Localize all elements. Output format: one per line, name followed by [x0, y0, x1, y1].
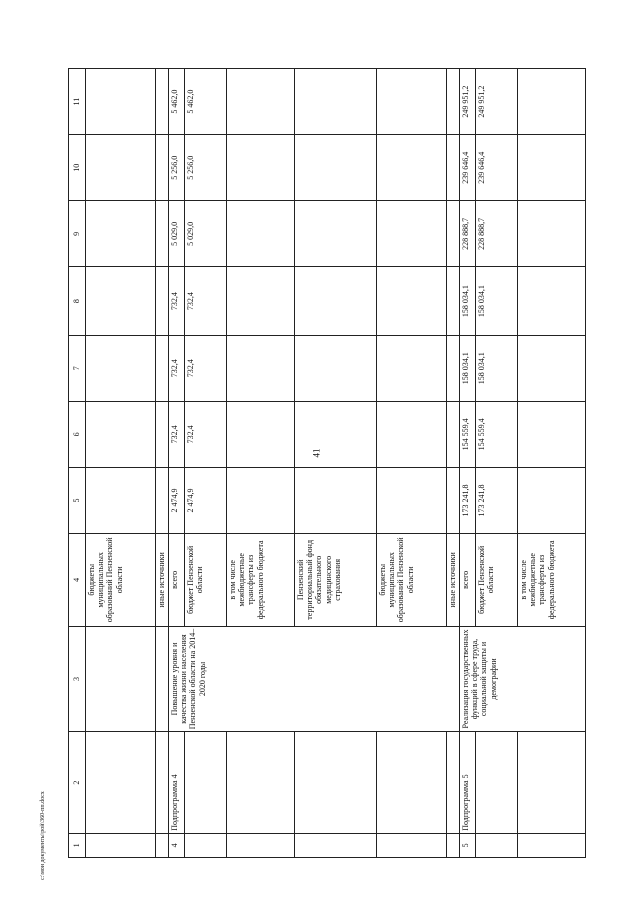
value-cell: 5 029,0 [185, 201, 227, 267]
value-cell [518, 201, 586, 267]
value-cell [156, 267, 169, 335]
row-number-cell [227, 833, 295, 857]
source-cell: Пензенский территориальный фонд обязательного медицинского страхования [295, 534, 377, 627]
source-cell: всего [460, 534, 476, 627]
value-cell [295, 135, 377, 201]
row-number-cell [185, 833, 227, 857]
program-cell [518, 732, 586, 833]
column-header: 8 [69, 267, 86, 335]
value-cell: 732,4 [185, 267, 227, 335]
value-cell: 173 241,8 [476, 467, 518, 533]
value-cell [518, 267, 586, 335]
value-cell: 249 951,2 [460, 69, 476, 135]
value-cell [227, 267, 295, 335]
value-cell [295, 401, 377, 467]
value-cell [295, 69, 377, 135]
value-cell [377, 267, 447, 335]
value-cell: 154 559,4 [476, 401, 518, 467]
table-row [169, 69, 185, 858]
value-cell [227, 69, 295, 135]
table-row [377, 69, 447, 858]
value-cell: 249 951,2 [476, 69, 518, 135]
value-cell [377, 201, 447, 267]
value-cell [295, 267, 377, 335]
budget-table [68, 68, 586, 858]
column-header: 11 [69, 69, 86, 135]
value-cell [518, 467, 586, 533]
program-cell [185, 732, 227, 833]
value-cell [156, 69, 169, 135]
row-number-cell: 4 [169, 833, 185, 857]
value-cell: 732,4 [185, 335, 227, 401]
value-cell: 5 462,0 [185, 69, 227, 135]
program-cell: Подпрограмма 5 [460, 732, 476, 833]
program-cell [156, 732, 169, 833]
source-cell: бюджет Пензенской области [185, 534, 227, 627]
source-cell: бюджеты муниципальных образований Пензенской области [377, 534, 447, 627]
value-cell [447, 401, 460, 467]
value-cell [227, 201, 295, 267]
rotated-table-container [68, 68, 556, 858]
value-cell: 228 888,7 [476, 201, 518, 267]
value-cell: 2 474,9 [169, 467, 185, 533]
value-cell [86, 201, 156, 267]
value-cell: 158 034,1 [476, 267, 518, 335]
program-cell [227, 732, 295, 833]
value-cell [86, 267, 156, 335]
program-cell [447, 732, 460, 833]
value-cell [518, 69, 586, 135]
table-row [86, 69, 156, 858]
value-cell [447, 467, 460, 533]
value-cell [156, 401, 169, 467]
table-row [476, 69, 518, 858]
value-cell: 173 241,8 [460, 467, 476, 533]
value-cell [377, 401, 447, 467]
table-row [460, 69, 476, 858]
program-cell: Подпрограмма 4 [169, 732, 185, 833]
value-cell [377, 69, 447, 135]
value-cell [377, 335, 447, 401]
value-cell [295, 335, 377, 401]
value-cell [447, 267, 460, 335]
column-header: 6 [69, 401, 86, 467]
value-cell: 732,4 [169, 401, 185, 467]
value-cell [156, 467, 169, 533]
table-row [518, 69, 586, 858]
value-cell [447, 135, 460, 201]
row-number-cell [156, 833, 169, 857]
column-header: 10 [69, 135, 86, 201]
value-cell: 5 462,0 [169, 69, 185, 135]
value-cell: 5 029,0 [169, 201, 185, 267]
value-cell: 239 646,4 [460, 135, 476, 201]
value-cell [295, 201, 377, 267]
value-cell [86, 335, 156, 401]
column-header: 4 [69, 534, 86, 627]
table-row [156, 69, 169, 858]
table-row [227, 69, 295, 858]
value-cell: 228 888,7 [460, 201, 476, 267]
value-cell [227, 335, 295, 401]
page-number: 41 [311, 448, 322, 458]
value-cell [377, 467, 447, 533]
title-cell [156, 626, 169, 732]
source-cell: в том числе межбюджетные трансферты из федерального бюджета [227, 534, 295, 627]
value-cell [86, 401, 156, 467]
value-cell [156, 201, 169, 267]
value-cell: 154 559,4 [460, 401, 476, 467]
program-cell [295, 732, 377, 833]
row-number-cell [377, 833, 447, 857]
row-number-cell [295, 833, 377, 857]
column-header: 3 [69, 626, 86, 732]
footer-file-path: c:\мои документы\рой\360-пп.docx [40, 791, 46, 880]
value-cell [518, 401, 586, 467]
column-header: 7 [69, 335, 86, 401]
value-cell [447, 335, 460, 401]
column-header: 5 [69, 467, 86, 533]
row-number-cell [86, 833, 156, 857]
value-cell: 732,4 [185, 401, 227, 467]
column-header: 2 [69, 732, 86, 833]
source-cell: бюджеты муниципальных образований Пензенской области [86, 534, 156, 627]
value-cell [227, 467, 295, 533]
source-cell: иные источники [156, 534, 169, 627]
row-number-cell [518, 833, 586, 857]
source-cell: бюджет Пензенской области [476, 534, 518, 627]
column-header: 1 [69, 833, 86, 857]
value-cell: 158 034,1 [476, 335, 518, 401]
value-cell [377, 135, 447, 201]
value-cell [518, 135, 586, 201]
value-cell: 2 474,9 [185, 467, 227, 533]
table-row [185, 69, 227, 858]
program-cell [86, 732, 156, 833]
title-cell: Повышение уровня и качества жизни населения Пензенской области на 2014–2020 годы [169, 626, 460, 732]
value-cell: 239 646,4 [476, 135, 518, 201]
value-cell [86, 467, 156, 533]
row-number-cell [476, 833, 518, 857]
value-cell [227, 401, 295, 467]
table-row [295, 69, 377, 858]
value-cell: 158 034,1 [460, 335, 476, 401]
row-number-cell [447, 833, 460, 857]
source-cell: в том числе межбюджетные трансферты из федерального бюджета [518, 534, 586, 627]
table-row [447, 69, 460, 858]
header-row [69, 69, 86, 858]
value-cell: 732,4 [169, 267, 185, 335]
value-cell: 5 256,0 [169, 135, 185, 201]
title-cell [86, 626, 156, 732]
value-cell [86, 69, 156, 135]
program-cell [377, 732, 447, 833]
source-cell: всего [169, 534, 185, 627]
value-cell [518, 335, 586, 401]
value-cell: 5 256,0 [185, 135, 227, 201]
value-cell [447, 201, 460, 267]
value-cell: 158 034,1 [460, 267, 476, 335]
value-cell [447, 69, 460, 135]
source-cell: иные источники [447, 534, 460, 627]
title-cell: Реализация государственных функций в сфере труда, социальной защиты и демографии [460, 626, 586, 732]
value-cell [86, 135, 156, 201]
program-cell [476, 732, 518, 833]
row-number-cell: 5 [460, 833, 476, 857]
value-cell [156, 135, 169, 201]
value-cell: 732,4 [169, 335, 185, 401]
value-cell [227, 135, 295, 201]
column-header: 9 [69, 201, 86, 267]
value-cell [156, 335, 169, 401]
value-cell [295, 467, 377, 533]
